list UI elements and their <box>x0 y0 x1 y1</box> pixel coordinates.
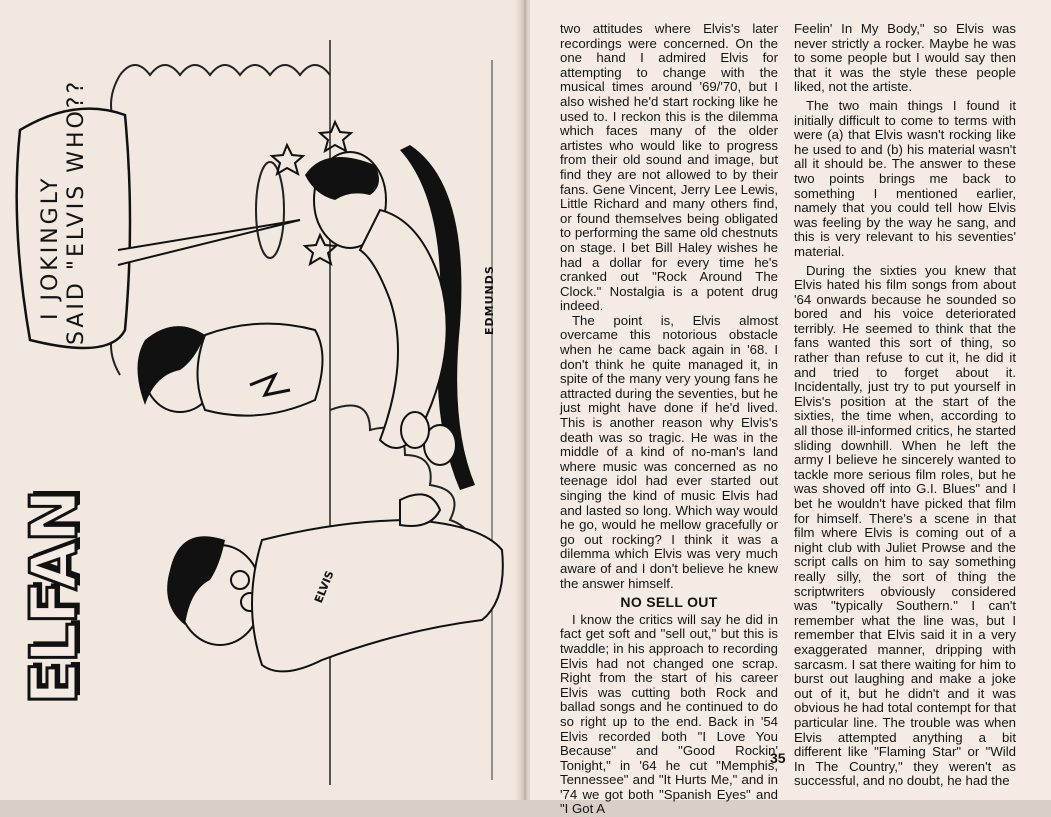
speech-text-line-1: I JOKINGLY <box>38 175 63 320</box>
star-icon <box>320 122 351 151</box>
article-column-2 <box>794 22 1016 789</box>
paragraph: two attitudes where Elvis's later recordings were concerned. On the one hand I admired Elvis for attempting to change with the musical times around '69/'70, but I also wished he'd start rocking like he used to. I reckon this is the dilemma which faces many of the older artistes who would like to progress from their old sound and image, but find they are not allowed to by their fans. Gene Vincent, Jerry Lee Lewis, Little Richard and many others find, or found themselves being obligated to performing the same old chestnuts on stage. I bet Bill Haley wishes he had a dollar for every time he's cranked out "Rock Around The Clock." Nostalgia is a potent drug indeed. <box>560 21 778 314</box>
paragraph: The two main things I found it initially difficult to come to terms with were (a) that Elvis wasn't rocking like he used to and (b) his material wasn't all it should be. The answer to these two points brings me back to something I mentioned earlier, namely that you could tell how Elvis was feeling by the way he sang, and this is very relevant to his seventies' material. <box>794 97 1016 259</box>
fallen-man-body <box>360 210 447 448</box>
speech-text-line-2: SAID "ELVIS WHO?? <box>64 78 89 345</box>
paragraph: During the sixties you knew that Elvis hated his film songs from about '64 onwards because he sounded so bored and his voice deteriorated terribly. He seemed to think that the fans wanted this sort of thing, so rather than refuse to cut it, he did it and tried to forget about it. Incidentally, just try to put yourself in Elvis's position at the start of the sixties, the time when, according to all those ill-informed critics, he started sliding downhill. When he left the army I believe he sincerely wanted to tackle more serious film roles, but he was shoved off into G.I. Blues" and I bet he wouldn't have picked that film for himself. There's a scene in that film where Elvis is coming out of a night club with Juliet Prowse and the script calls on him to say something really silly, the sort of thing the scriptwriters obviously considered was "typically Southern." I can't remember what the line was, but I remember that Elvis said it in a very exaggerated manner, dripping with sarcasm. I sat there waiting for him to burst out laughing and make a joke out of it, but he didn't and it was obvious he had total contempt for that particular line. The trouble was when Elvis attempted anything a bit different like "Flaming Star" or "Wild In The Country," they weren't as successful, and no doubt, he had the <box>794 262 1016 789</box>
halo <box>256 162 284 258</box>
paragraph: The point is, Elvis almost overcame this notorious obstacle when he came back again in '68. I don't think he quite managed it, in spite of the many very young fans he attracted during the seventies, but he just might have done if he'd lived. This is another reason why Elvis's death was so tragic. He was in the middle of a kind of no-man's land where music was concerned as no teenage idol had ever started out singing the kind of music Elvis had and lasted so long. Which way would he go, would he mellow gracefully or go out rocking? I think it was a dilemma which Elvis was very much aware of and I don't believe he knew the answer himself. <box>560 312 778 591</box>
cloud-outline <box>120 65 330 75</box>
fan-body <box>252 520 503 671</box>
page-number: 35 <box>770 750 786 766</box>
paragraph: I know the critics will say he did in fact get soft and "sell out," but this is twaddle; in his approach to recording Elvis had not changed one scrap. Right from the start of his career Elvis was cutting both Rock and ballad songs and he continued to do so right up to the end. Back in '54 Elvis recorded both "I Love You Because" and "Good Rockin' Tonight," in '64 he cut "Memphis, Tennessee" and "It Hurts Me," and in '74 we got both "Spanish Eyes" and "I Got A <box>560 611 778 817</box>
article-column-1 <box>560 22 778 817</box>
cartoon-illustration <box>0 0 520 800</box>
fan-badge: ELVIS <box>312 568 337 605</box>
paragraph: Feelin' In My Body," so Elvis was never strictly a rocker. Maybe he was to some people but I would say then that it was the style these people liked, not the artiste. <box>794 21 1016 95</box>
artist-signature: EDMUNDS <box>483 265 496 335</box>
middle-man-body <box>198 324 323 416</box>
fallen-man-shoe <box>401 412 429 448</box>
elfan-logo: ELFAN <box>18 491 92 705</box>
left-page-cartoon <box>0 0 520 800</box>
section-heading: NO SELL OUT <box>620 594 718 611</box>
